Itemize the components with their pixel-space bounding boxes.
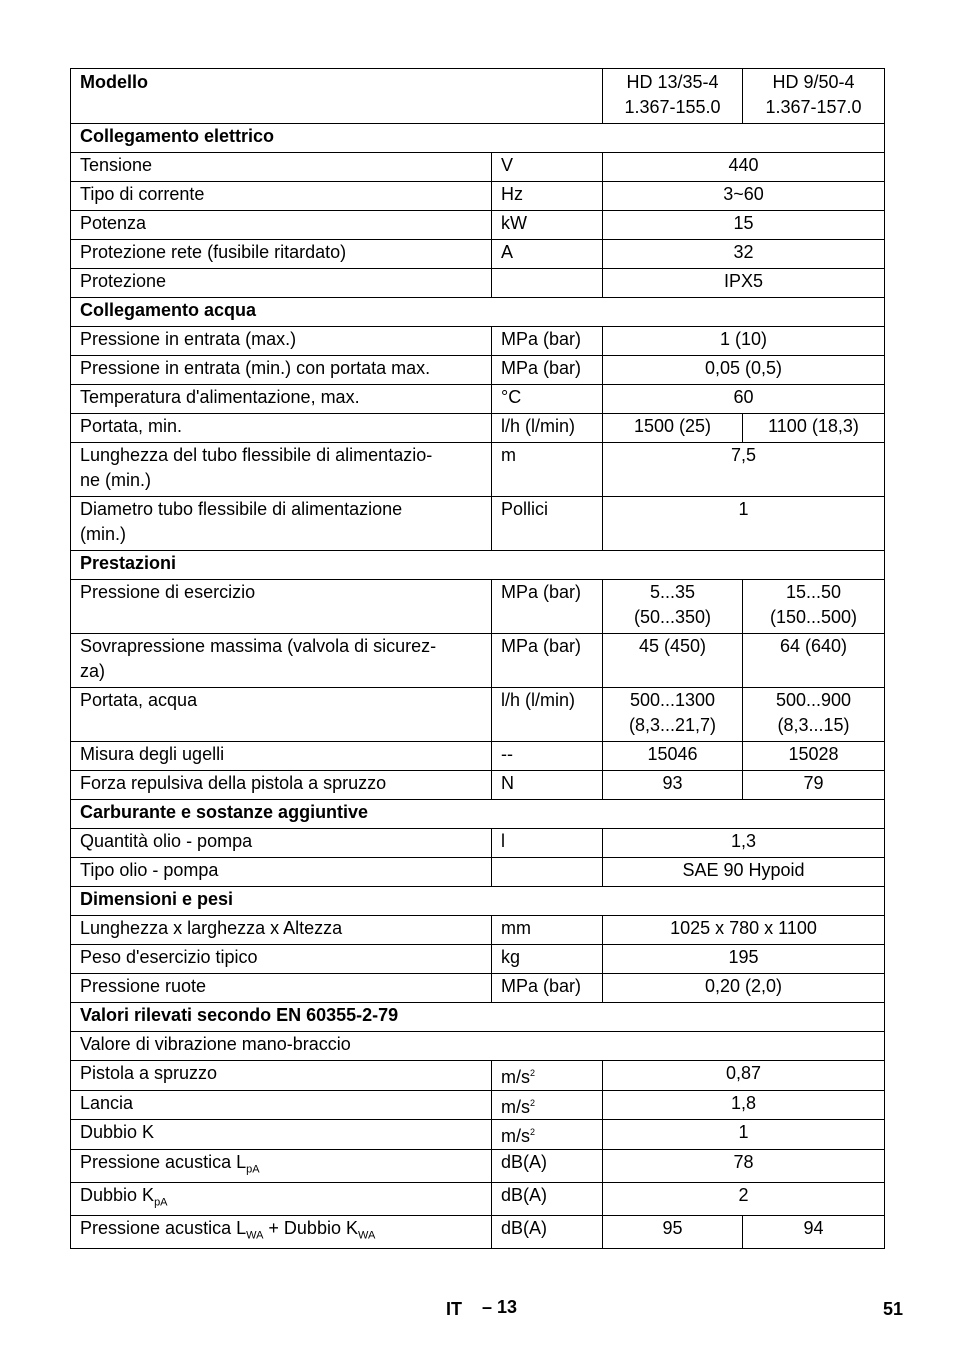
- label-base: Pressione acustica L: [80, 1217, 247, 1238]
- unit-exponent: 2: [530, 1068, 536, 1078]
- table-row: [71, 634, 885, 688]
- row-label: Portata, min.: [71, 414, 492, 443]
- row-value: 15: [603, 211, 885, 240]
- table-row: [71, 385, 885, 414]
- row-value: 0,20 (2,0): [603, 974, 885, 1003]
- row-value: 1: [603, 497, 885, 551]
- row-value: 2: [603, 1182, 885, 1215]
- section-row: [71, 1003, 885, 1032]
- row-label: [71, 443, 492, 497]
- row-label: [71, 1149, 492, 1182]
- section-row: [71, 551, 885, 580]
- row-value: 1025 x 780 x 1100: [603, 916, 885, 945]
- unit-base: m/s: [501, 1126, 530, 1146]
- row-label: Lancia: [71, 1090, 492, 1120]
- table-row: [71, 580, 885, 634]
- row-label-line: Diametro tubo flessibile di alimentazione: [80, 499, 403, 519]
- row-value-b: 79: [743, 771, 885, 800]
- row-unit: Pollici: [492, 497, 603, 551]
- table-row: [71, 1149, 885, 1182]
- table-row: [71, 974, 885, 1003]
- section-row: [71, 124, 885, 153]
- row-label-line: za): [80, 660, 106, 681]
- value-line: (150...500): [769, 606, 858, 627]
- section-row: [71, 887, 885, 916]
- section-heading: Collegamento acqua: [71, 298, 885, 327]
- table-row: [71, 240, 885, 269]
- row-label: Protezione: [71, 269, 492, 298]
- label-mid: + Dubbio K: [263, 1217, 358, 1238]
- unit-exponent: 2: [530, 1127, 536, 1137]
- row-value: IPX5: [603, 269, 885, 298]
- label-subscript: WA: [357, 1229, 376, 1242]
- footer-local-page: – 13: [482, 1297, 518, 1317]
- row-unit: [492, 1090, 603, 1120]
- row-value-b: [743, 688, 885, 742]
- row-label-line: Lunghezza del tubo flessibile di alimentazio-: [80, 445, 433, 465]
- row-label: Valore di vibrazione mano-braccio: [71, 1032, 885, 1061]
- row-value-b: [743, 580, 885, 634]
- table-row: [71, 211, 885, 240]
- table-row: [71, 1120, 885, 1150]
- row-unit: m: [492, 443, 603, 497]
- section-heading: Prestazioni: [71, 551, 885, 580]
- row-label: Tipo di corrente: [71, 182, 492, 211]
- footer-page-number: 51: [883, 1299, 904, 1319]
- row-unit: [492, 858, 603, 887]
- table-row: [71, 327, 885, 356]
- row-value: 32: [603, 240, 885, 269]
- row-value-a: 15046: [603, 742, 743, 771]
- row-unit: kg: [492, 945, 603, 974]
- row-value: 195: [603, 945, 885, 974]
- row-label: Misura degli ugelli: [71, 742, 492, 771]
- row-value: 0,05 (0,5): [603, 356, 885, 385]
- table-row: [71, 414, 885, 443]
- row-label: Pressione in entrata (max.): [71, 327, 492, 356]
- section-heading: Carburante e sostanze aggiuntive: [71, 800, 885, 829]
- row-value: 0,87: [603, 1061, 885, 1091]
- model-b-code: 1.367-157.0: [765, 96, 862, 117]
- value-line: 500...1300: [629, 690, 716, 710]
- row-unit: N: [492, 771, 603, 800]
- table-row: [71, 443, 885, 497]
- unit-base: m/s: [501, 1067, 530, 1087]
- row-label: Potenza: [71, 211, 492, 240]
- table-row: [71, 269, 885, 298]
- row-value-a: [603, 688, 743, 742]
- footer-language: IT: [446, 1299, 462, 1319]
- table-row: [71, 356, 885, 385]
- row-value: 78: [603, 1149, 885, 1182]
- row-value-a: [603, 580, 743, 634]
- row-value: 1,3: [603, 829, 885, 858]
- row-unit: [492, 1120, 603, 1150]
- model-b-header: [743, 69, 885, 124]
- row-unit: A: [492, 240, 603, 269]
- row-label: Lunghezza x larghezza x Altezza: [71, 916, 492, 945]
- row-label: Quantità olio - pompa: [71, 829, 492, 858]
- table-row: [71, 1182, 885, 1215]
- row-unit: °C: [492, 385, 603, 414]
- row-value: 3~60: [603, 182, 885, 211]
- row-unit: kW: [492, 211, 603, 240]
- table-row: [71, 1061, 885, 1091]
- label-base: Dubbio K: [80, 1184, 155, 1205]
- row-label: Pressione in entrata (min.) con portata max.: [71, 356, 492, 385]
- row-value: 60: [603, 385, 885, 414]
- row-label: Tensione: [71, 153, 492, 182]
- row-unit: [492, 1061, 603, 1091]
- table-row: [71, 771, 885, 800]
- row-unit: MPa (bar): [492, 974, 603, 1003]
- row-label-line: Sovrapressione massima (valvola di sicurez-: [80, 636, 437, 656]
- table-row: [71, 916, 885, 945]
- unit-exponent: 2: [530, 1097, 536, 1108]
- row-label: Portata, acqua: [71, 688, 492, 742]
- model-a-code: 1.367-155.0: [624, 96, 721, 117]
- row-unit: l/h (l/min): [492, 688, 603, 742]
- row-value: 440: [603, 153, 885, 182]
- table-row: [71, 182, 885, 211]
- row-value-a: 93: [603, 771, 743, 800]
- row-label: Tipo olio - pompa: [71, 858, 492, 887]
- table-row: [71, 497, 885, 551]
- row-value: 7,5: [603, 443, 885, 497]
- row-unit: dB(A): [492, 1182, 603, 1215]
- table-row: [71, 945, 885, 974]
- table-row: [71, 1090, 885, 1120]
- row-value-a: 1500 (25): [603, 414, 743, 443]
- section-heading: Collegamento elettrico: [71, 124, 885, 153]
- row-label: Forza repulsiva della pistola a spruzzo: [71, 771, 492, 800]
- unit-base: m/s: [501, 1096, 530, 1117]
- model-a-name: HD 13/35-4: [626, 72, 719, 92]
- row-unit: l: [492, 829, 603, 858]
- value-line: (50...350): [633, 606, 712, 627]
- row-value-b: 1100 (18,3): [743, 414, 885, 443]
- label-subscript: WA: [246, 1229, 264, 1242]
- row-label-line: (min.): [80, 523, 126, 544]
- label-subscript: pA: [154, 1196, 168, 1209]
- row-label: [71, 497, 492, 551]
- row-label: [71, 1182, 492, 1215]
- row-label: Dubbio K: [71, 1120, 492, 1150]
- row-value-b: 64 (640): [743, 634, 885, 688]
- row-label: Protezione rete (fusibile ritardato): [71, 240, 492, 269]
- row-unit: MPa (bar): [492, 327, 603, 356]
- row-label: Pressione di esercizio: [71, 580, 492, 634]
- row-value: 1,8: [603, 1090, 885, 1120]
- table-row: [71, 1032, 885, 1061]
- table-row: [71, 688, 885, 742]
- section-heading: Valori rilevati secondo EN 60355-2-79: [71, 1003, 885, 1032]
- section-heading: Dimensioni e pesi: [71, 887, 885, 916]
- row-unit: Hz: [492, 182, 603, 211]
- row-unit: mm: [492, 916, 603, 945]
- row-unit: --: [492, 742, 603, 771]
- row-value: 1 (10): [603, 327, 885, 356]
- label-subscript: pA: [246, 1163, 260, 1176]
- row-label: Peso d'esercizio tipico: [71, 945, 492, 974]
- label-base: Pressione acustica L: [80, 1151, 247, 1172]
- row-unit: dB(A): [492, 1149, 603, 1182]
- row-unit: [492, 269, 603, 298]
- spec-table: [70, 68, 885, 1249]
- row-value-b: 94: [743, 1215, 885, 1248]
- row-unit: l/h (l/min): [492, 414, 603, 443]
- model-a-header: [603, 69, 743, 124]
- row-label: Pressione ruote: [71, 974, 492, 1003]
- value-line: (8,3...21,7): [628, 714, 717, 735]
- row-label: [71, 1215, 492, 1248]
- row-label: Temperatura d'alimentazione, max.: [71, 385, 492, 414]
- table-row: [71, 153, 885, 182]
- row-label-line: ne (min.): [80, 469, 152, 490]
- table-header-row: [71, 69, 885, 124]
- row-unit: dB(A): [492, 1215, 603, 1248]
- row-unit: MPa (bar): [492, 580, 603, 634]
- model-label: Modello: [71, 69, 603, 124]
- value-line: 15...50: [785, 582, 842, 602]
- row-unit: MPa (bar): [492, 356, 603, 385]
- value-line: 500...900: [775, 690, 852, 710]
- row-label: [71, 634, 492, 688]
- value-line: (8,3...15): [777, 714, 850, 735]
- table-row: [71, 858, 885, 887]
- row-unit: V: [492, 153, 603, 182]
- row-value-a: 45 (450): [603, 634, 743, 688]
- table-row: [71, 829, 885, 858]
- table-row: [71, 742, 885, 771]
- model-b-name: HD 9/50-4: [772, 72, 855, 92]
- row-value: 1: [603, 1120, 885, 1150]
- row-unit: MPa (bar): [492, 634, 603, 688]
- section-row: [71, 298, 885, 327]
- value-line: 5...35: [649, 582, 696, 602]
- row-value: SAE 90 Hypoid: [603, 858, 885, 887]
- row-value-a: 95: [603, 1215, 743, 1248]
- row-value-b: 15028: [743, 742, 885, 771]
- section-row: [71, 800, 885, 829]
- row-label: Pistola a spruzzo: [71, 1061, 492, 1091]
- table-row: [71, 1215, 885, 1248]
